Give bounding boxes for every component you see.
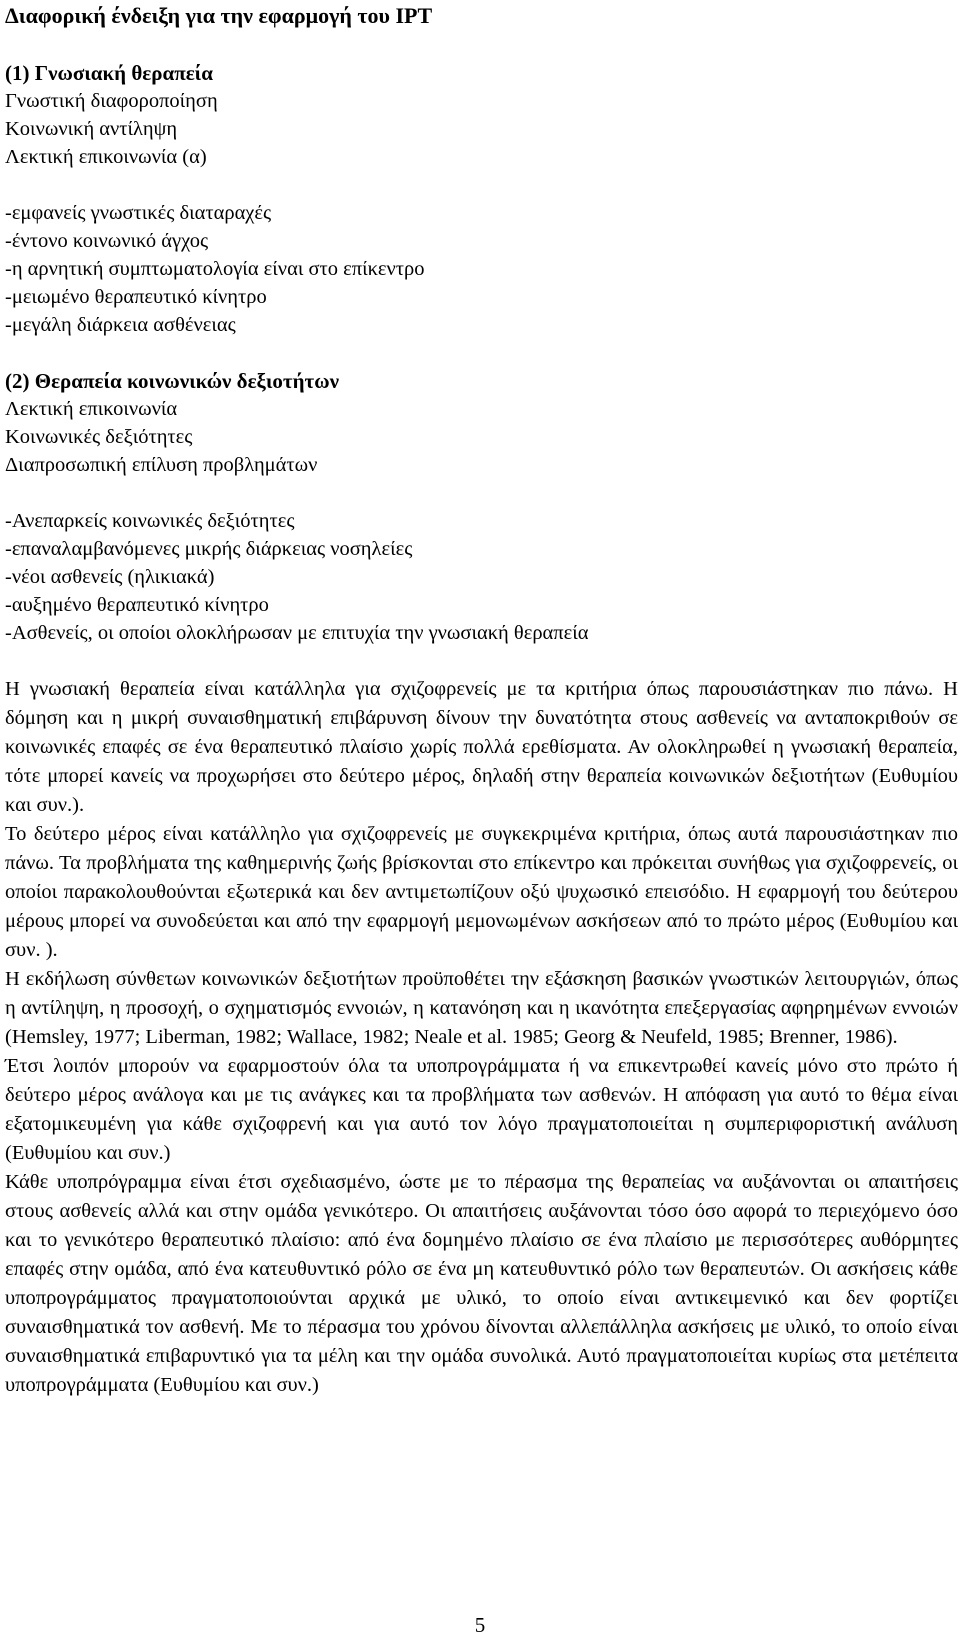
document-page [5, 0, 958, 1400]
section2-criterion: -Ασθενείς, οι οποίοι ολοκλήρωσαν με επιτυχία την γνωσιακή θεραπεία [5, 622, 589, 644]
section1-item: Γνωστική διαφοροποίηση [5, 90, 218, 112]
section-cognitive-therapy [5, 59, 958, 367]
section1-criterion: -έντονο κοινωνικό άγχος [5, 230, 209, 252]
section-social-skills [5, 367, 958, 675]
section2-criterion: -επαναλαμβανόμενες μικρής διάρκειας νοσηλείες [5, 538, 413, 560]
section1-criterion: -η αρνητική συμπτωματολογία είναι στο επίκεντρο [5, 258, 425, 280]
paragraph: Το δεύτερο μέρος είναι κατάλληλο για σχιζοφρενείς με συγκεκριμένα κριτήρια, όπως αυτά παρουσιάστηκαν πιο πάνω. Τα προβλήματα της καθημερινής ζωής βρίσκονται στο επίκεντρο και πρόκειται συνήθως για σχιζοφρενείς, οι οποίοι παρακολουθούνται εξωτερικά και δεν αντιμετωπίζουν οξύ ψυχωσικό επεισόδιο. Η εφαρμογή του δεύτερου μέρους μπορεί να συνοδεύεται και από την εφαρμογή μεμονωμένων ασκήσεων από το πρώτο μέρος (Ευθυμίου και συν. ). [5, 823, 958, 961]
section2-item: Κοινωνικές δεξιότητες [5, 426, 193, 448]
body-text [5, 675, 958, 1400]
section1-criterion: -μεγάλη διάρκεια ασθένειας [5, 314, 236, 336]
section2-item: Διαπροσωπική επίλυση προβλημάτων [5, 454, 318, 476]
section1-item: Λεκτική επικοινωνία (α) [5, 146, 207, 168]
paragraph: Έτσι λοιπόν μπορούν να εφαρμοστούν όλα τα υποπρογράμματα ή να επικεντρωθεί κανείς μόνο στο πρώτο ή δεύτερο μέρος ανάλογα και με τις ανάγκες και τα προβλήματα των ασθενών. Η απόφαση για αυτό το θέμα είναι εξατομικευμένη για κάθε σχιζοφρενή και για αυτό τον λόγο πραγματοποιείται η συμπεριφοριστική ανάλυση (Ευθυμίου και συν.) [5, 1055, 958, 1164]
document-title: Διαφορική ένδειξη για την εφαρμογή του IPT [5, 3, 433, 28]
section1-criterion: -εμφανείς γνωστικές διαταραχές [5, 202, 272, 224]
paragraph: Η γνωσιακή θεραπεία είναι κατάλληλα για σχιζοφρενείς με τα κριτήρια όπως παρουσιάστηκαν πιο πάνω. Η δόμηση και η μικρή συναισθηματική επιβάρυνση δίνουν την δυνατότητα στους ασθενείς να ανταποκριθούν σε κοινωνικές επαφές σε ένα θεραπευτικό πλαίσιο χωρίς πολλά ερεθίσματα. Αν ολοκληρωθεί η γνωσιακή θεραπεία, τότε μπορεί κανείς να προχωρήσει στο δεύτερο μέρος, δηλαδή στην θεραπεία κοινωνικών δεξιοτήτων (Ευθυμίου και συν.). [5, 678, 958, 816]
paragraph: Κάθε υποπρόγραμμα είναι έτσι σχεδιασμένο, ώστε με το πέρασμα της θεραπείας να αυξάνονται οι απαιτήσεις στους ασθενείς αλλά και στην ομάδα γενικότερο. Οι απαιτήσεις αυξάνονται τόσο όσο αφορά το περιεχόμενο όσο και το γενικότερο θεραπευτικό πλαίσιο: από ένα δομημένο πλαίσιο σε ένα πλαίσιο με περισσότερες αυθόρμητες επαφές στην ομάδα, από ένα κατευθυντικό ρόλο σε ένα μη κατευθυντικό ρόλο των θεραπευτών. Οι ασκήσεις κάθε υποπρογράμματος πραγματοποιούνται αρχικά με υλικό, το οποίο είναι αντικειμενικό και δεν φορτίζει συναισθηματικά τον ασθενή. Με το πέρασμα του χρόνου δίνονται αλλεπάλληλα ασκήσεις με υλικό, το οποίο είναι συναισθηματικά επιβαρυντικό για τα μέλη και την ομάδα συνολικά. Αυτό πραγματοποιείται κυρίως στα μετέπειτα υποπρογράμματα (Ευθυμίου και συν.) [5, 1171, 958, 1396]
section2-item: Λεκτική επικοινωνία [5, 398, 178, 420]
section2-criterion: -Ανεπαρκείς κοινωνικές δεξιότητες [5, 510, 295, 532]
paragraph: Η εκδήλωση σύνθετων κοινωνικών δεξιοτήτων προϋποθέτει την εξάσκηση βασικών γνωστικών λειτουργιών, όπως η αντίληψη, η προσοχή, ο σχηματισμός εννοιών, η κατανόηση και η ικανότητα επεξεργασίας αφηρημένων εννοιών (Hemsley, 1977; Liberman, 1982; Wallace, 1982; Neale et al. 1985; Georg & Neufeld, 1985; Brenner, 1986). [5, 968, 958, 1048]
section2-criterion: -νέοι ασθενείς (ηλικιακά) [5, 566, 215, 588]
section1-criterion: -μειωμένο θεραπευτικό κίνητρο [5, 286, 267, 308]
section2-heading: (2) Θεραπεία κοινωνικών δεξιοτήτων [5, 369, 339, 393]
section1-item: Κοινωνική αντίληψη [5, 118, 178, 140]
section1-heading: (1) Γνωσιακή θεραπεία [5, 61, 213, 85]
section2-criterion: -αυξημένο θεραπευτικό κίνητρο [5, 594, 269, 616]
page-number: 5 [474, 1613, 486, 1637]
